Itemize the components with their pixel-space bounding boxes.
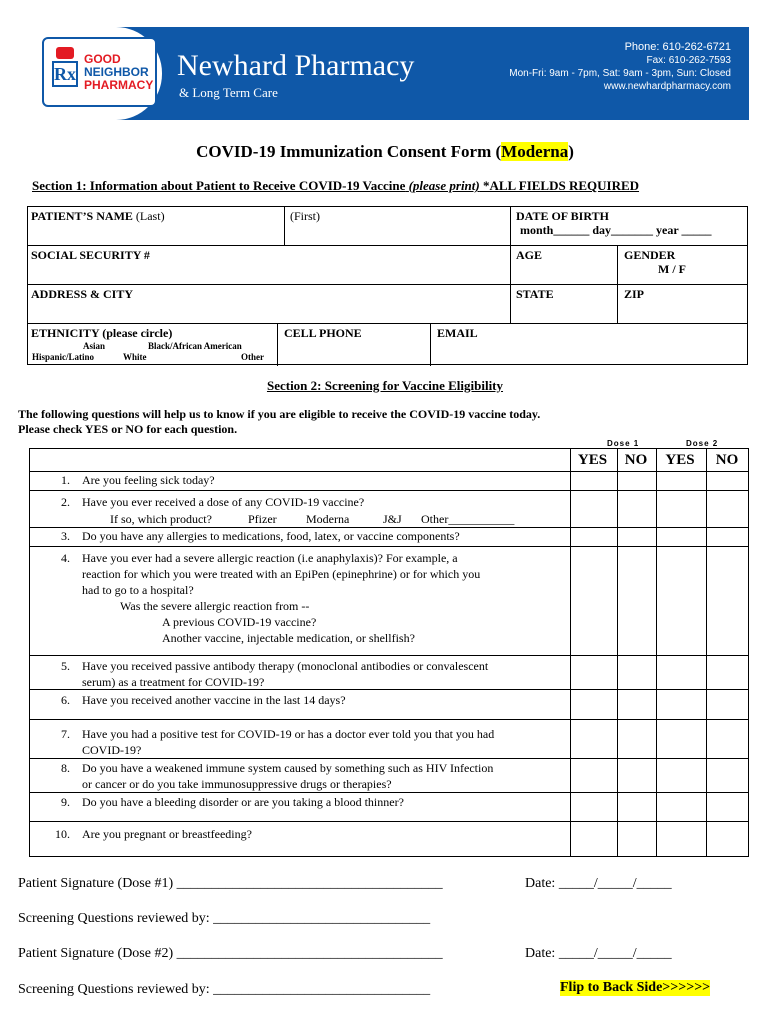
title-suffix: ): [568, 142, 574, 161]
question-number: 8.: [61, 761, 70, 775]
gender-label: GENDER: [624, 248, 676, 262]
zip-field[interactable]: ZIP: [624, 287, 645, 301]
state-field[interactable]: STATE: [516, 287, 554, 301]
header-banner: [22, 27, 749, 120]
dob-parts: month______ day_______ year _____: [520, 223, 712, 237]
row-divider: [30, 655, 748, 656]
ethnicity-label: ETHNICITY (please circle): [31, 326, 173, 340]
option-pfizer[interactable]: Pfizer: [248, 512, 277, 526]
row-divider: [28, 323, 747, 324]
question-4-line-1: Have you ever had a severe allergic reaction (i.e anaphylaxis)? For example, a: [82, 551, 458, 565]
col-divider: [510, 207, 511, 323]
question-number: 6.: [61, 693, 70, 707]
question-7: [82, 726, 494, 758]
patient-info-table: [27, 206, 748, 365]
question-number: 3.: [61, 529, 70, 543]
question-1: Are you feeling sick today?: [82, 473, 215, 487]
contact-info: [509, 41, 731, 93]
phone-number: Phone: 610-262-6721: [624, 41, 731, 53]
logo-area: [22, 27, 162, 120]
question-number: 5.: [61, 659, 70, 673]
screening-intro: [18, 407, 540, 437]
address-field[interactable]: ADDRESS & CITY: [31, 287, 134, 301]
pharmacy-name: Newhard Pharmacy: [177, 49, 415, 82]
pharmacy-subtitle: & Long Term Care: [179, 85, 278, 100]
good-neighbor-logo: [42, 37, 157, 107]
question-5-line-2: serum) as a treatment for COVID-19?: [82, 675, 265, 689]
question-7-line-1: Have you had a positive test for COVID-19 or has a doctor ever told you that you had: [82, 727, 495, 741]
option-moderna[interactable]: Moderna: [306, 512, 350, 526]
row-divider: [30, 546, 748, 547]
flip-to-back-note: Flip to Back Side>>>>>>: [560, 980, 711, 995]
section-1-note: (please print): [408, 178, 480, 193]
row-divider: [30, 792, 748, 793]
fax-number: Fax: 610-262-7593: [646, 55, 731, 66]
ssn-field[interactable]: SOCIAL SECURITY #: [31, 248, 150, 262]
question-5-line-1: Have you received passive antibody therapy (monoclonal antibodies or convalescent: [82, 659, 489, 673]
website: www.newhardpharmacy.com: [603, 81, 731, 92]
age-field[interactable]: AGE: [516, 248, 543, 262]
question-8-line-1: Do you have a weakened immune system caused by something such as HIV Infection: [82, 761, 494, 775]
ethnicity-black[interactable]: Black/African American: [148, 341, 242, 351]
row-divider: [28, 245, 747, 246]
section-1-required: *ALL FIELDS REQUIRED: [479, 178, 640, 193]
reviewed-by-dose-2[interactable]: Screening Questions reviewed by: _______________________________: [18, 982, 431, 997]
patient-signature-dose-1[interactable]: Patient Signature (Dose #1) ______________________________________: [18, 876, 443, 891]
question-number: 1.: [61, 473, 70, 487]
section-2-heading: Section 2: Screening for Vaccine Eligibility: [266, 378, 504, 393]
dose-1-label: Dose 1: [607, 439, 640, 448]
ethnicity-hispanic[interactable]: Hispanic/Latino: [32, 352, 95, 362]
question-number: 2.: [61, 495, 70, 509]
ethnicity-asian[interactable]: Asian: [83, 341, 106, 351]
question-number: 7.: [61, 727, 70, 741]
question-6: Have you received another vaccine in the last 14 days?: [82, 693, 346, 707]
form-title: [0, 142, 770, 162]
dose-1-yes-header: YES: [577, 452, 608, 468]
date-dose-1[interactable]: Date: _____/_____/_____: [525, 876, 672, 891]
row-divider: [30, 719, 748, 720]
col-divider: [706, 449, 707, 856]
col-divider: [617, 245, 618, 323]
question-3: Do you have any allergies to medications, food, latex, or vaccine components?: [82, 529, 460, 543]
store-hours: Mon-Fri: 9am - 7pm, Sat: 9am - 3pm, Sun: Closed: [509, 68, 731, 79]
rx-icon: Rx: [52, 61, 78, 87]
question-4-sub-1: Was the severe allergic reaction from --: [120, 599, 310, 613]
question-4-line-3: had to go to a hospital?: [82, 583, 194, 597]
cell-phone-field[interactable]: CELL PHONE: [284, 326, 362, 340]
row-divider: [30, 758, 748, 759]
col-divider: [570, 449, 571, 856]
section-1-title: Section 1: Information about Patient to Receive COVID-19 Vaccine: [32, 178, 406, 193]
question-number: 4.: [61, 551, 70, 565]
question-4-sub-2: A previous COVID-19 vaccine?: [162, 615, 317, 629]
dose-2-label: Dose 2: [686, 439, 719, 448]
col-divider: [656, 449, 657, 856]
ethnicity-other[interactable]: Other: [241, 352, 264, 362]
row-divider: [30, 821, 748, 822]
question-8-line-2: or cancer or do you take immunosuppressive drugs or therapies?: [82, 777, 392, 791]
col-divider: [277, 323, 278, 366]
dose-2-yes-header: YES: [665, 452, 695, 468]
question-2: Have you ever received a dose of any COVID-19 vaccine?: [82, 495, 365, 509]
logo-line-2: NEIGHBOR: [84, 65, 149, 79]
col-divider: [284, 207, 285, 245]
dose-2-no-header: NO: [715, 452, 739, 468]
question-8: [82, 760, 493, 792]
email-field[interactable]: EMAIL: [437, 326, 478, 340]
question-9: Do you have a bleeding disorder or are you taking a blood thinner?: [82, 795, 404, 809]
logo-text: [84, 53, 153, 92]
dob-label: DATE OF BIRTH: [516, 209, 609, 223]
dob-field[interactable]: [516, 209, 711, 237]
section-1-heading: [32, 178, 639, 194]
question-5: [82, 658, 488, 690]
row-divider: [28, 284, 747, 285]
col-divider: [430, 323, 431, 366]
question-4: [82, 550, 480, 646]
last-name-hint: (Last): [135, 209, 165, 223]
last-name-field[interactable]: [31, 209, 165, 223]
gender-field[interactable]: [624, 248, 686, 276]
col-divider: [617, 449, 618, 856]
gender-options: M / F: [658, 262, 686, 276]
red-cross-icon: [56, 47, 74, 59]
date-dose-2[interactable]: Date: _____/_____/_____: [525, 946, 672, 961]
option-other[interactable]: Other___________: [421, 512, 515, 526]
last-name-label: PATIENT’S NAME: [31, 209, 133, 223]
question-4-line-2: reaction for which you were treated with an EpiPen (epinephrine) or for which you: [82, 567, 481, 581]
intro-line-2: Please check YES or NO for each question.: [18, 422, 238, 436]
ethnicity-white[interactable]: White: [123, 352, 147, 362]
title-highlight: Moderna: [501, 142, 569, 161]
question-2-sub: If so, which product?: [110, 512, 212, 526]
reviewed-by-dose-1[interactable]: Screening Questions reviewed by: _______________________________: [18, 911, 431, 926]
logo-line-3: PHARMACY: [84, 78, 154, 92]
patient-signature-dose-2[interactable]: Patient Signature (Dose #2) ______________________________________: [18, 946, 443, 961]
row-divider: [30, 490, 748, 491]
question-7-line-2: COVID-19?: [82, 743, 142, 757]
first-name-field[interactable]: (First): [290, 209, 320, 223]
question-number: 9.: [61, 795, 70, 809]
option-jj[interactable]: J&J: [383, 512, 402, 526]
question-4-sub-3: Another vaccine, injectable medication, or shellfish?: [162, 631, 415, 645]
question-number: 10.: [55, 827, 70, 841]
title-prefix: COVID-19 Immunization Consent Form (: [196, 142, 502, 161]
dose-1-no-header: NO: [624, 452, 648, 468]
logo-line-1: GOOD: [84, 52, 121, 66]
question-10: Are you pregnant or breastfeeding?: [82, 827, 252, 841]
intro-line-1: The following questions will help us to know if you are eligible to receive the COVID-19 vaccine today.: [18, 407, 541, 421]
